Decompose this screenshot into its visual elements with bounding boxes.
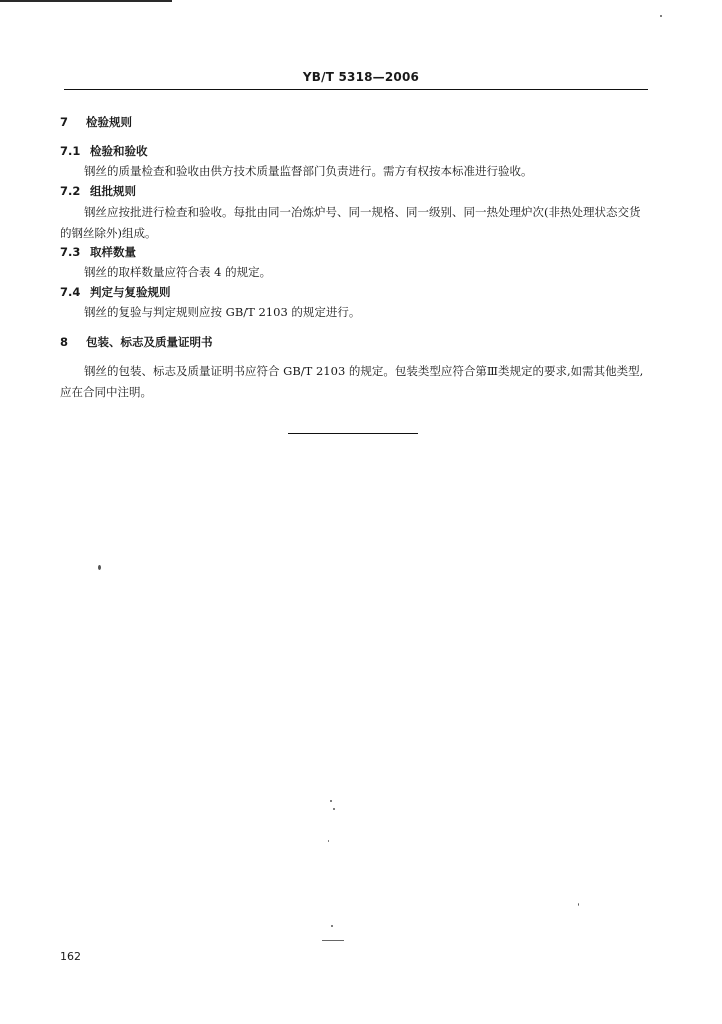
section-title: 检验规则 [86,115,132,129]
scan-speck [330,800,332,802]
scan-speck [322,940,344,941]
section-number: 7 [60,115,69,129]
subsection-number: 7.3 [60,245,81,259]
scan-speck [331,925,333,927]
section-7-1-text: 钢丝的质量检查和验收由供方技术质量监督部门负责进行。需方有权按本标准进行验收。 [84,164,533,178]
page-number: 162 [60,950,81,963]
scan-speck [578,903,579,906]
section-8-heading [60,334,213,350]
end-of-document-rule [288,433,418,434]
subsection-title: 取样数量 [90,245,136,259]
scan-speck [98,565,101,570]
subsection-number: 7.4 [60,285,81,299]
subsection-title: 检验和验收 [90,144,148,158]
subsection-title: 组批规则 [90,184,136,198]
scan-speck [328,840,329,842]
header-rule [64,89,648,90]
subsection-number: 7.1 [60,144,81,158]
page-header [0,70,722,84]
section-7-4-heading [60,284,171,300]
scan-speck [660,15,662,17]
section-7-3-heading [60,244,136,260]
section-7-2-text: 钢丝应按批进行检查和验收。每批由同一冶炼炉号、同一规格、同一级别、同一热处理炉次(非热处理状态交货的钢丝除外)组成。 [60,205,641,240]
section-7-4-text: 钢丝的复验与判定规则应按 GB/T 2103 的规定进行。 [84,305,361,319]
section-8-text: 钢丝的包装、标志及质量证明书应符合 GB/T 2103 的规定。包装类型应符合第Ⅲ类规定的要求,如需其他类型,应在合同中注明。 [60,364,644,399]
section-7-3-text: 钢丝的取样数量应符合表 4 的规定。 [84,265,272,279]
section-7-2-heading [60,183,136,199]
subsection-number: 7.2 [60,184,81,198]
section-number: 8 [60,335,69,349]
scan-edge-mark [0,0,172,2]
section-title: 包装、标志及质量证明书 [86,335,213,349]
standard-code: YB/T 5318—2006 [302,70,420,84]
section-7-1-heading [60,143,148,159]
section-7-heading [60,114,132,130]
scan-speck [333,808,335,810]
subsection-title: 判定与复验规则 [90,285,171,299]
